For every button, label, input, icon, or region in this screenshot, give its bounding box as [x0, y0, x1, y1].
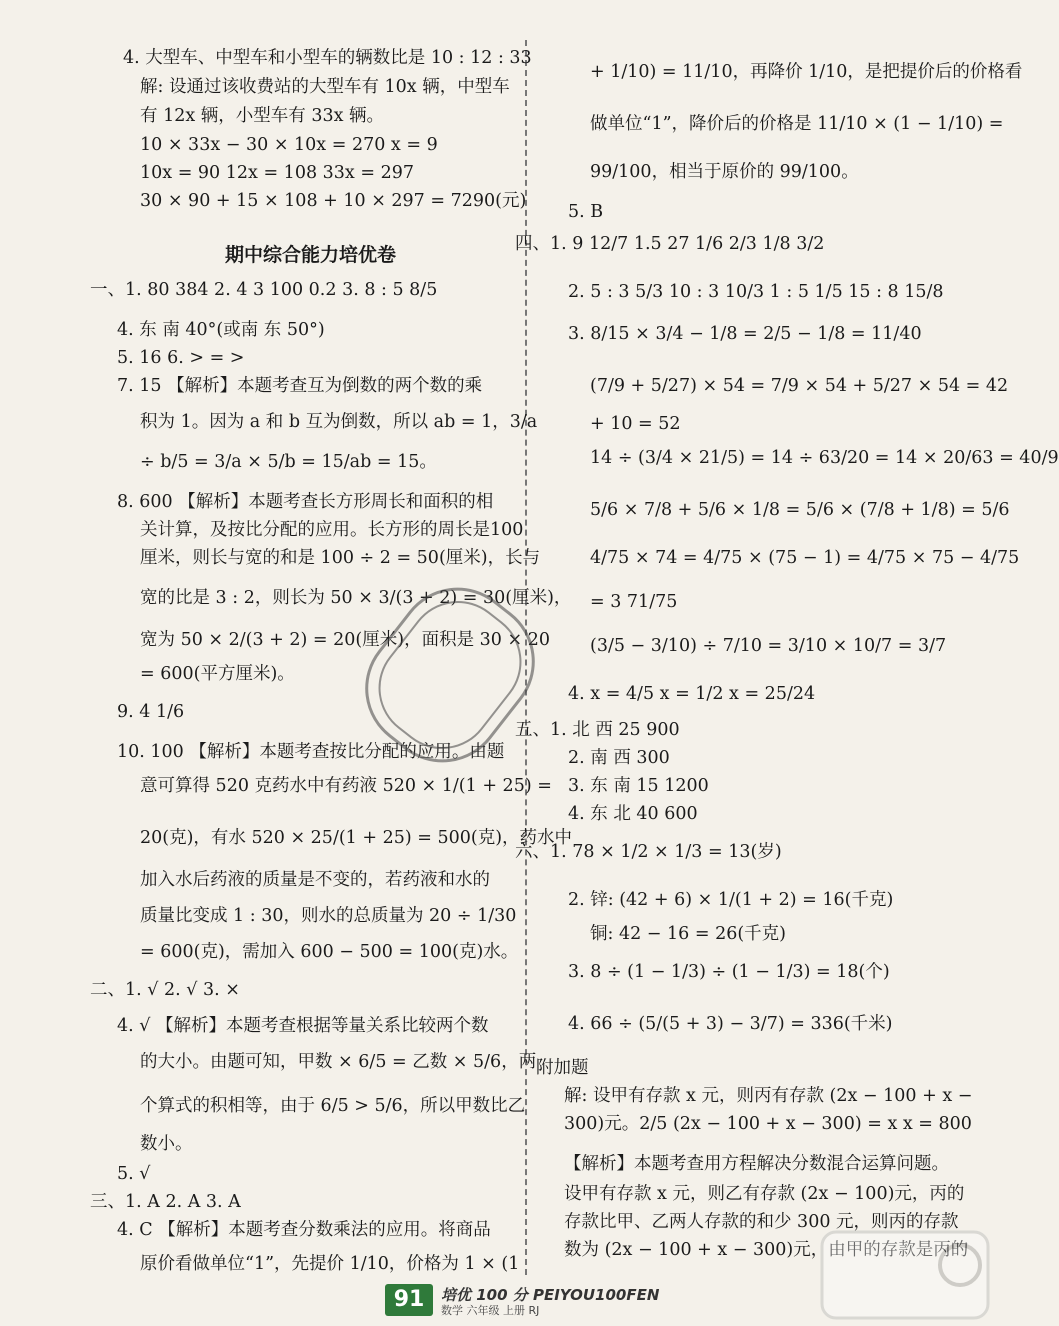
left-line: 5. √: [117, 1164, 151, 1184]
right-line: 4/75 × 74 = 4/75 × (75 − 1) = 4/75 × 75 − 4/75: [590, 548, 1020, 568]
page-number: 91: [385, 1284, 433, 1316]
right-line: 2. 锌: (42 + 6) × 1/(1 + 2) = 16(千克): [568, 890, 894, 910]
left-line: 4. √ 【解析】本题考查根据等量关系比较两个数: [117, 1016, 489, 1036]
right-line: 5. B: [568, 202, 604, 222]
right-line: 做单位“1”，降价后的价格是 11/10 × (1 − 1/10) =: [590, 114, 1004, 134]
left-line: 个算式的积相等，由于 6/5 > 5/6，所以甲数比乙: [140, 1096, 526, 1116]
right-line: 2. 南 西 300: [568, 748, 670, 768]
right-line: 五、1. 北 西 25 900: [515, 720, 680, 740]
right-line: 3. 东 南 15 1200: [568, 776, 709, 796]
right-line: 4. x = 4/5 x = 1/2 x = 25/24: [568, 684, 816, 704]
left-line: 8. 600 【解析】本题考查长方形周长和面积的相: [117, 492, 494, 512]
left-line: 加入水后药液的质量是不变的，若药液和水的: [140, 870, 490, 890]
left-line: 的大小。由题可知，甲数 × 6/5 = 乙数 × 5/6，两: [140, 1052, 537, 1072]
page-footer: [385, 1284, 685, 1318]
left-line: 质量比变成 1 : 30，则水的总质量为 20 ÷ 1/30: [140, 906, 517, 926]
right-line: 设甲有存款 x 元，则乙有存款 (2x − 100)元，丙的: [564, 1184, 965, 1204]
left-line: 宽的比是 3 : 2，则长为 50 × 3/(3 + 2) = 30(厘米)，: [140, 588, 572, 608]
book-info: 数学 六年级 上册 RJ: [441, 1304, 540, 1317]
right-line: 【解析】本题考查用方程解决分数混合运算问题。: [564, 1154, 949, 1174]
left-line: 三、1. A 2. A 3. A: [90, 1192, 241, 1212]
left-line: = 600(克)，需加入 600 − 500 = 100(克)水。: [140, 942, 519, 962]
left-line: 二、1. √ 2. √ 3. ×: [90, 980, 240, 1000]
right-line: 存款比甲、乙两人存款的和少 300 元，则丙的存款: [564, 1212, 959, 1232]
right-line: 四、1. 9 12/7 1.5 27 1/6 2/3 1/8 3/2: [515, 234, 825, 254]
right-line: 2. 5 : 3 5/3 10 : 3 10/3 1 : 5 1/5 15 : 8 15/8: [568, 282, 944, 302]
right-line: 数为 (2x − 100 + x − 300)元，由甲的存款是丙的: [564, 1240, 969, 1260]
right-line: (3/5 − 3/10) ÷ 7/10 = 3/10 × 10/7 = 3/7: [590, 636, 947, 656]
left-line: 10. 100 【解析】本题考查按比分配的应用。由题: [117, 742, 505, 762]
right-line: + 1/10) = 11/10，再降价 1/10，是把提价后的价格看: [590, 62, 1023, 82]
left-line: 5. 16 6. > = >: [117, 348, 245, 368]
right-line: 铜: 42 − 16 = 26(千克): [590, 924, 786, 944]
left-line: 解: 设通过该收费站的大型车有 10x 辆，中型车: [140, 77, 510, 97]
left-line: 20(克)，有水 520 × 25/(1 + 25) = 500(克)，药水中: [140, 828, 573, 848]
right-line: 3. 8 ÷ (1 − 1/3) ÷ (1 − 1/3) = 18(个): [568, 962, 890, 982]
left-line: 意可算得 520 克药水中有药液 520 × 1/(1 + 25) =: [140, 776, 552, 796]
left-line: ÷ b/5 = 3/a × 5/b = 15/ab = 15。: [140, 452, 437, 472]
section-title: 期中综合能力培优卷: [225, 244, 397, 266]
left-line: 4. C 【解析】本题考查分数乘法的应用。将商品: [117, 1220, 491, 1240]
left-line: 关计算，及按比分配的应用。长方形的周长是100: [140, 520, 524, 540]
left-line: 30 × 90 + 15 × 108 + 10 × 297 = 7290(元): [140, 191, 527, 211]
right-line: 4. 66 ÷ (5/(5 + 3) − 3/7) = 336(千米): [568, 1014, 893, 1034]
right-line: 附加题: [536, 1058, 589, 1078]
right-line: 99/100，相当于原价的 99/100。: [590, 162, 859, 182]
left-line: 厘米，则长与宽的和是 100 ÷ 2 = 50(厘米)，长与: [140, 548, 541, 568]
right-line: 4. 东 北 40 600: [568, 804, 698, 824]
right-line: 解: 设甲有存款 x 元，则丙有存款 (2x − 100 + x −: [564, 1086, 973, 1106]
right-line: 14 ÷ (3/4 × 21/5) = 14 ÷ 63/20 = 14 × 20/63 = 40/9: [590, 448, 1059, 468]
column-divider: [525, 40, 527, 1275]
left-line: 积为 1。因为 a 和 b 互为倒数，所以 ab = 1，3/a: [140, 412, 538, 432]
left-line: = 600(平方厘米)。: [140, 664, 295, 684]
left-line: 宽为 50 × 2/(3 + 2) = 20(厘米)，面积是 30 × 20: [140, 630, 550, 650]
left-line: 原价看做单位“1”，先提价 1/10，价格为 1 × (1: [140, 1254, 520, 1274]
left-line: 有 12x 辆，小型车有 33x 辆。: [140, 106, 385, 126]
left-line: 4. 大型车、中型车和小型车的辆数比是 10 : 12 : 33: [123, 48, 532, 68]
right-line: = 3 71/75: [590, 592, 678, 612]
left-line: 10x = 90 12x = 108 33x = 297: [140, 163, 414, 183]
right-line: + 10 = 52: [590, 414, 681, 434]
left-line: 10 × 33x − 30 × 10x = 270 x = 9: [140, 135, 438, 155]
right-line: (7/9 + 5/27) × 54 = 7/9 × 54 + 5/27 × 54 = 42: [590, 376, 1009, 396]
brand-name: 培优 100 分 PEIYOU100FEN: [441, 1286, 660, 1304]
right-line: 3. 8/15 × 3/4 − 1/8 = 2/5 − 1/8 = 11/40: [568, 324, 922, 344]
left-line: 一、1. 80 384 2. 4 3 100 0.2 3. 8 : 5 8/5: [90, 280, 438, 300]
right-line: 六、1. 78 × 1/2 × 1/3 = 13(岁): [515, 842, 782, 862]
left-line: 9. 4 1/6: [117, 702, 185, 722]
left-line: 数小。: [140, 1134, 193, 1154]
left-line: 4. 东 南 40°(或南 东 50°): [117, 320, 325, 340]
right-line: 300)元。2/5 (2x − 100 + x − 300) = x x = 800: [564, 1114, 972, 1134]
right-line: 5/6 × 7/8 + 5/6 × 1/8 = 5/6 × (7/8 + 1/8) = 5/6: [590, 500, 1010, 520]
left-line: 7. 15 【解析】本题考查互为倒数的两个数的乘: [117, 376, 483, 396]
